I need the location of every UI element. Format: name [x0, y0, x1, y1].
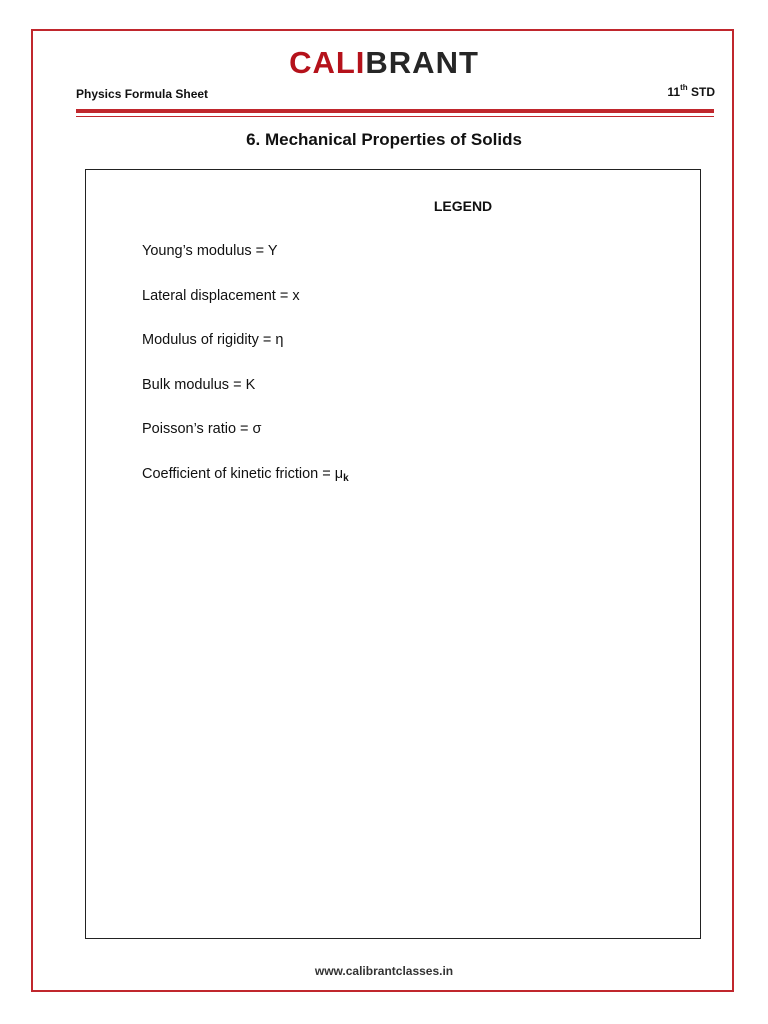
grade-std: STD — [691, 85, 715, 99]
legend-item: Young’s modulus = Y — [142, 243, 278, 259]
header-rule-thick — [76, 109, 714, 113]
grade-label — [667, 82, 715, 102]
legend-list — [142, 240, 349, 508]
footer-website: www.calibrantclasses.in — [314, 964, 454, 978]
legend-box — [85, 169, 701, 939]
legend-item-subscript: k — [343, 472, 349, 484]
grade-number: 11 — [667, 85, 681, 99]
brand-part-red: CALI — [289, 45, 366, 80]
legend-item: Lateral displacement = x — [142, 287, 300, 304]
legend-item: Bulk modulus = K — [142, 376, 256, 393]
header-rule-thin — [76, 116, 714, 117]
brand-logo — [0, 43, 768, 83]
legend-heading: LEGEND — [433, 198, 493, 214]
legend-item: Poisson’s ratio = σ — [142, 421, 262, 438]
brand-part-dark: BRANT — [365, 45, 479, 80]
legend-item: Modulus of rigidity = η — [142, 332, 284, 349]
legend-item-text: Coefficient of kinetic friction = μ — [142, 465, 344, 482]
legend-item-friction — [142, 463, 349, 508]
document-label: Physics Formula Sheet — [76, 87, 209, 101]
page-title: 6. Mechanical Properties of Solids — [246, 130, 522, 149]
grade-suffix: th — [680, 83, 688, 92]
